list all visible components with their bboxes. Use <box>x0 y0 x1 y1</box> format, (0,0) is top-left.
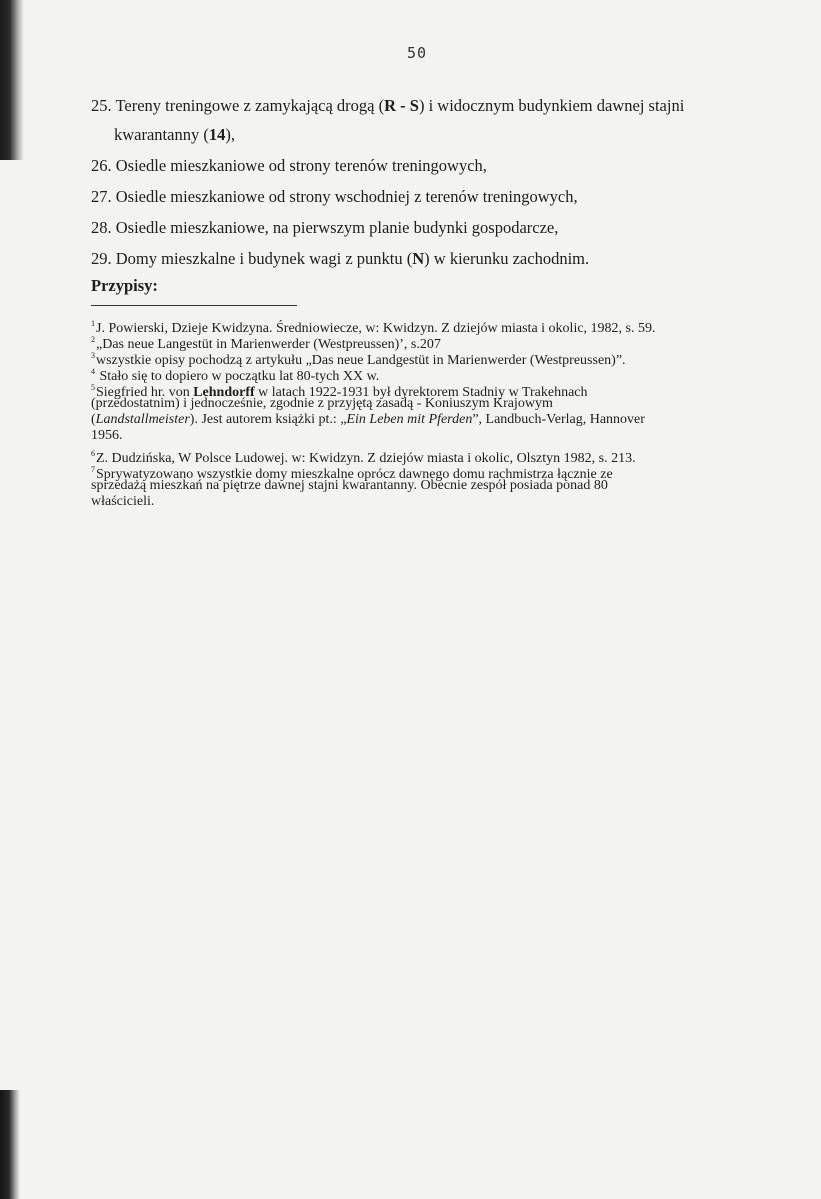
label-r-s: R - S <box>384 96 419 115</box>
page-number: 50 <box>407 44 428 62</box>
footnote-6: $^6$Z. Dudzińska, W Polsce Ludowej. w: Kwidzyn. Z dziejów miasta i okolic, Olsztyn 1982, s. 213. <box>91 449 636 466</box>
list-item-25: 25. Tereny treningowe z zamykającą drogą (R - S) i widocznym budynkiem dawnej stajni <box>91 96 685 115</box>
scan-binding-shadow-bottom <box>0 1090 20 1199</box>
label-n: N <box>412 249 425 268</box>
footnote-5-line-4: 1956. <box>91 428 123 443</box>
scan-binding-shadow-top <box>0 0 24 160</box>
footnote-5-line-2: (przedostatnim) i jednocześnie, zgodnie z przyjętą zasadą - Koniuszym Krajowym <box>91 396 553 411</box>
list-item-25-continued: kwarantanny (14), <box>114 125 235 144</box>
footnote-4: $^4$ Stało się to dopiero w początku lat 80-tych XX w. <box>91 367 380 384</box>
footnote-7-line-2: sprzedażą mieszkań na piętrze dawnej stajni kwarantanny. Obecnie zespół posiada ponad 80 <box>91 478 608 493</box>
footnotes-heading: Przypisy: <box>91 276 158 295</box>
footnote-7: $^7$Sprywatyzowano wszystkie domy mieszkalne oprócz dawnego domu rachmistrza łącznie ze <box>91 465 613 482</box>
footnote-2: $^2$„Das neue Langestüt in Marienwerder (Westpreussen)’, s.207 <box>91 335 441 352</box>
footnote-5-line-3: (Landstallmeister). Jest autorem książki pt.: „Ein Leben mit Pferden”, Landbuch-Verlag, Hannover <box>91 412 645 427</box>
footnotes-divider <box>91 305 297 306</box>
footnote-1: $^1$J. Powierski, Dzieje Kwidzyna. Średniowiecze, w: Kwidzyn. Z dziejów miasta i okolic, 1982, s. 59. <box>91 319 656 336</box>
list-item-26: 26. Osiedle mieszkaniowe od strony terenów treningowych, <box>91 156 487 175</box>
list-item-28: 28. Osiedle mieszkaniowe, na pierwszym planie budynki gospodarcze, <box>91 218 559 237</box>
list-item-27: 27. Osiedle mieszkaniowe od strony wschodniej z terenów treningowych, <box>91 187 578 206</box>
footnote-3: $^3$wszystkie opisy pochodzą z artykułu „Das neue Landgestüt in Marienwerder (Westpreussen)”. <box>91 351 626 368</box>
label-14: 14 <box>208 125 226 144</box>
list-item-29: 29. Domy mieszkalne i budynek wagi z punktu (N) w kierunku zachodnim. <box>91 249 590 268</box>
name-lehndorff: Lehndorff <box>193 385 255 400</box>
footnote-7-line-3: właścicieli. <box>91 494 155 509</box>
footnote-5: $^5$Siegfried hr. von Lehndorff w latach 1922-1931 był dyrektorem Stadniy w Trakehnach <box>91 383 588 400</box>
book-title: Ein Leben mit Pferden <box>346 412 473 427</box>
